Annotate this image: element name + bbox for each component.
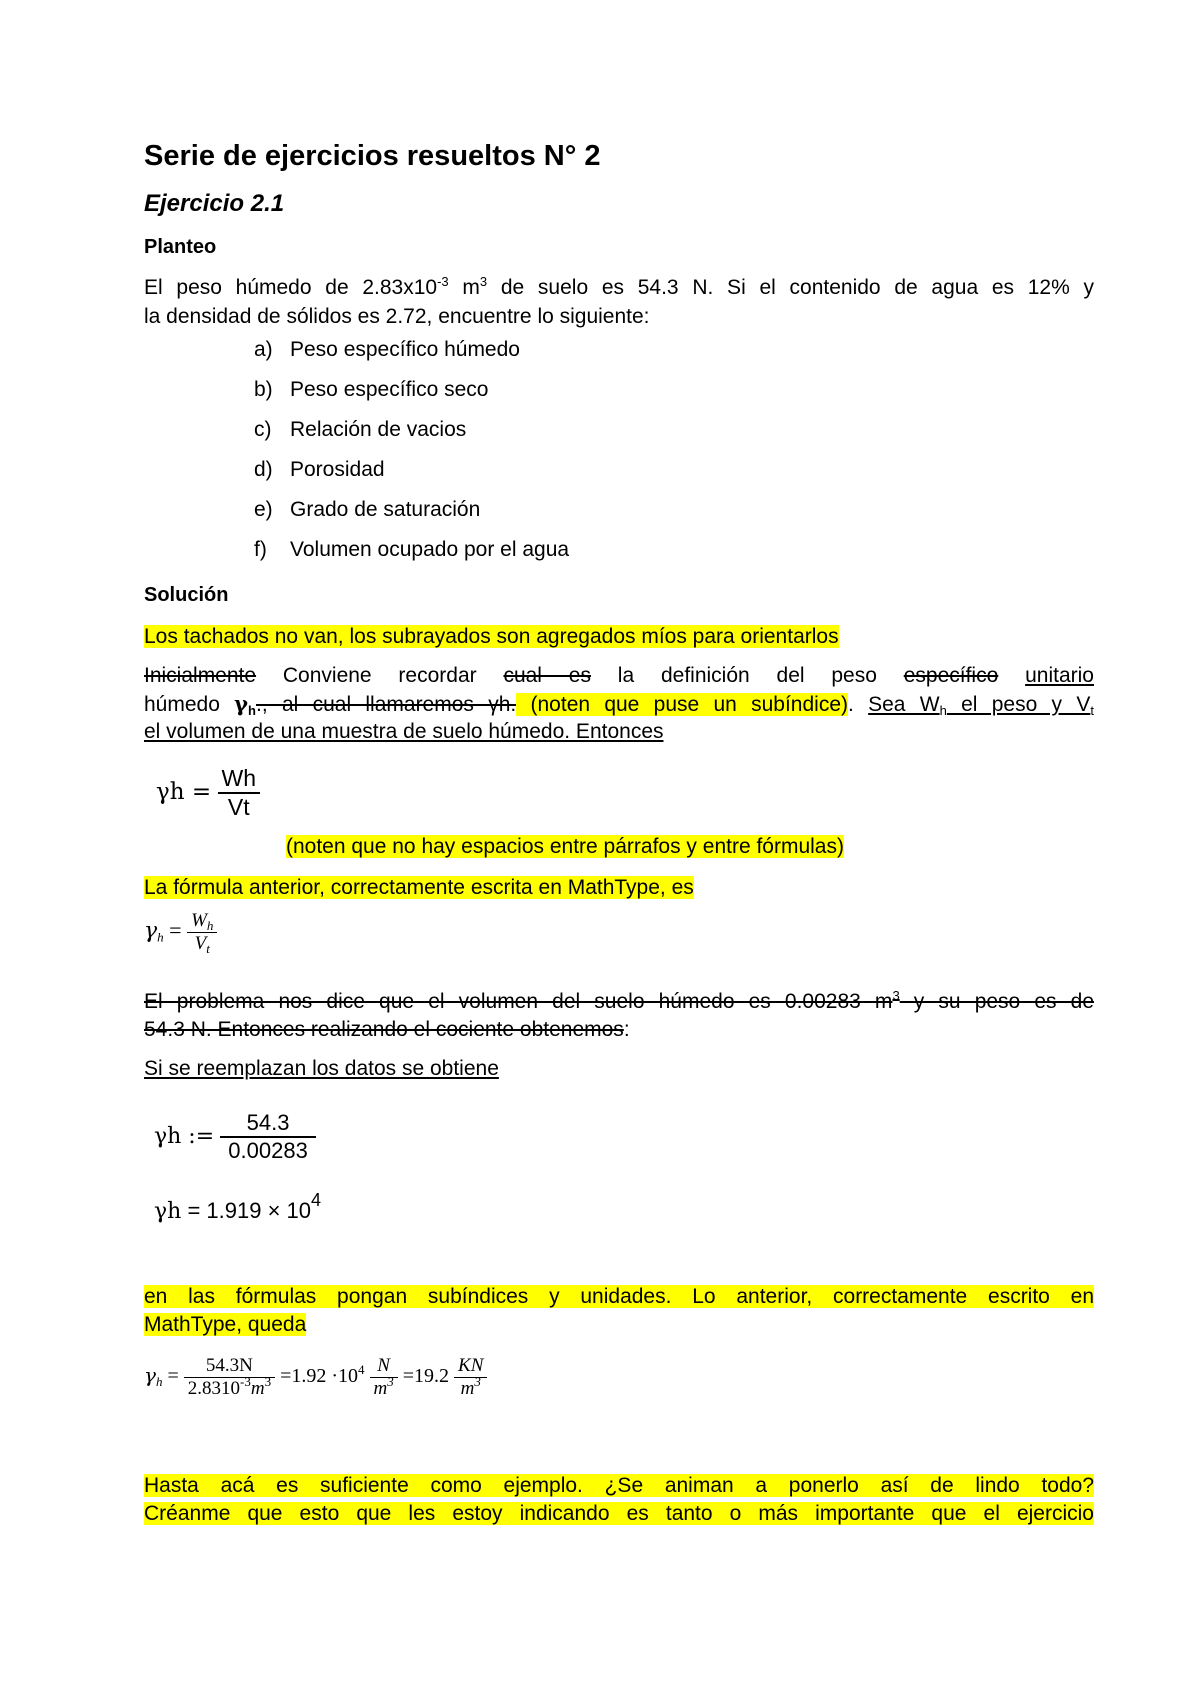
list-item: e) Grado de saturación xyxy=(254,498,481,521)
note-highlight-line1: Hasta acá es suficiente como ejemplo. ¿Se animan a ponerlo así de lindo todo? xyxy=(144,1474,1094,1497)
list-item: b) Peso específico seco xyxy=(254,378,489,401)
list-item: f) Volumen ocupado por el agua xyxy=(254,538,570,561)
solution-paragraph-line3: el volumen de una muestra de suelo húmedo. Entonces xyxy=(144,720,664,743)
replacement-text: Si se reemplazan los datos se obtiene xyxy=(144,1057,499,1080)
formula-substitution: γh := $\frac{54.3}{0.00283}$ xyxy=(154,1110,316,1164)
list-item: d) Porosidad xyxy=(254,458,385,481)
solution-paragraph-line1: Inicialmente Conviene recordar cual es la definición del peso específico unitario xyxy=(144,664,1094,687)
list-item: c) Relación de vacios xyxy=(254,418,467,441)
solucion-heading: Solución xyxy=(144,584,229,606)
struck-paragraph-line2: 54.3 N. Entonces realizando el cociente obtenemos: xyxy=(144,1018,630,1041)
note-highlight-line2: MathType, queda xyxy=(144,1313,307,1336)
note-highlight-line1: en las fórmulas pongan subíndices y unidades. Lo anterior, correctamente escrito en xyxy=(144,1285,1094,1308)
struck-paragraph-line1: El problema nos dice que el volumen del suelo húmedo es 0.00283 $m^3$ y su peso es de xyxy=(144,988,1094,1013)
note-highlight: Los tachados no van, los subrayados son agregados míos para orientarlos xyxy=(144,625,839,648)
note-highlight: La fórmula anterior, correctamente escrita en MathType, es xyxy=(144,876,694,899)
planteo-heading: Planteo xyxy=(144,236,217,258)
note-highlight-line2: Créanme que esto que les estoy indicando es tanto o más importante que el ejercicio xyxy=(144,1502,1094,1525)
note-highlight: (noten que no hay espacios entre párrafos y entre fórmulas) xyxy=(286,835,844,858)
formula-mathtype-final: $\gamma_h$ = $\frac{54.3N}{2.8310^{-3}m^3}$ $=1.92 \cdot 10^4$ $\frac{N}{m^3}$ =19.2 $\frac{KN}{m^3}$ xyxy=(144,1355,487,1400)
exercise-title: Ejercicio 2.1 xyxy=(144,190,285,217)
formula-result: $\gamma h = 1.919 \times 10^4$ xyxy=(154,1190,322,1224)
planteo-paragraph-line2: la densidad de sólidos es 2.72, encuentre lo siguiente: xyxy=(144,305,650,328)
formula-mathtype-gamma-h: $\gamma_h$ = $\frac{W_h}{V_t}$ xyxy=(144,910,217,955)
solution-paragraph-line2: húmedo $\gamma_h$., al cual llamaremos γh. (noten que puse un subíndice). Sea $W_h$ el peso y $V_t$ xyxy=(144,691,1094,718)
question-list xyxy=(254,338,569,578)
formula-gamma-h: γh = $\frac{Wh}{Vt}$ xyxy=(156,765,260,821)
list-item: a) Peso específico húmedo xyxy=(254,338,520,361)
document-title: Serie de ejercicios resueltos N° 2 xyxy=(144,140,601,172)
planteo-paragraph-line1: El peso húmedo de $2.83x10^{-3}$ $m^3$ de suelo es 54.3 N. Si el contenido de agua es 12% y xyxy=(144,274,1095,299)
